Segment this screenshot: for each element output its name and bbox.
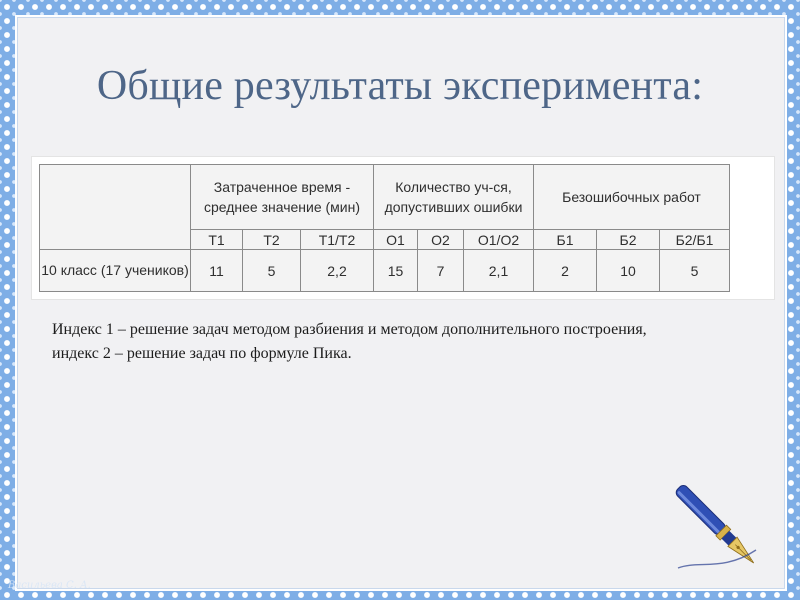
- cell-o1: 15: [374, 250, 418, 292]
- subheader-o1: О1: [374, 230, 418, 250]
- subheader-o2: О2: [418, 230, 464, 250]
- author-signature: Васильева С. А.: [8, 580, 91, 591]
- subheader-t1-t2: Т1/Т2: [301, 230, 374, 250]
- subheader-b2-b1: Б2/Б1: [660, 230, 730, 250]
- results-table: [39, 164, 730, 292]
- note-index-2: индекс 2 – решение задач по формуле Пика.: [52, 345, 352, 362]
- cell-t1-t2: 2,2: [301, 250, 374, 292]
- index-notes: [52, 318, 752, 366]
- cell-b1: 2: [534, 250, 597, 292]
- table-row: [40, 250, 730, 292]
- slide-title: Общие результаты эксперимента:: [96, 63, 704, 109]
- row-label-10-class: 10 класс (17 учеников): [40, 250, 191, 292]
- cell-t2: 5: [243, 250, 301, 292]
- results-table-container: [32, 157, 774, 299]
- table-corner-cell: [40, 165, 191, 250]
- subheader-t1: Т1: [191, 230, 243, 250]
- subheader-b1: Б1: [534, 230, 597, 250]
- subheader-b2: Б2: [597, 230, 660, 250]
- header-group-time: Затраченное время - среднее значение (мин): [191, 165, 374, 230]
- header-group-errorless: Безошибочных работ: [534, 165, 730, 230]
- subheader-o1-o2: О1/О2: [464, 230, 534, 250]
- cell-b2-b1: 5: [660, 250, 730, 292]
- header-group-errors: Количество уч-ся, допустивших ошибки: [374, 165, 534, 230]
- note-index-1: Индекс 1 – решение задач методом разбиения и методом дополнительного построения,: [52, 321, 647, 338]
- table-header-row: [40, 165, 730, 230]
- fountain-pen-icon: [668, 480, 768, 575]
- cell-o1-o2: 2,1: [464, 250, 534, 292]
- cell-t1: 11: [191, 250, 243, 292]
- cell-o2: 7: [418, 250, 464, 292]
- subheader-t2: Т2: [243, 230, 301, 250]
- cell-b2: 10: [597, 250, 660, 292]
